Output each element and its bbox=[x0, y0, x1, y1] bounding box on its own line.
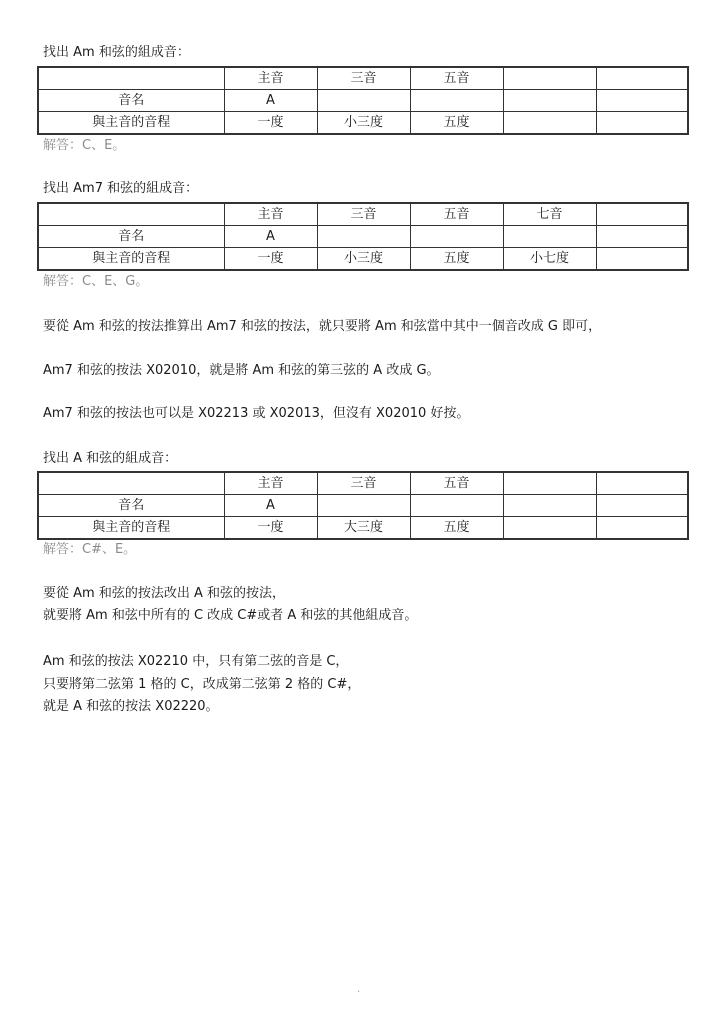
paragraph-line: Am7 和弦的按法 X02010，就是將 Am 和弦的第三弦的 A 改成 G。 bbox=[43, 363, 440, 378]
table-cell: 五音 bbox=[410, 472, 503, 495]
paragraph-line: 就要將 Am 和弦中所有的 C 改成 C#或者 A 和弦的其他組成音。 bbox=[43, 608, 418, 623]
table-cell bbox=[596, 517, 688, 540]
table-cell: 音名 bbox=[38, 495, 224, 517]
table-cell: A bbox=[224, 495, 317, 517]
table-cell: 主音 bbox=[224, 203, 317, 226]
table-cell bbox=[503, 90, 596, 112]
section1-table bbox=[37, 66, 689, 135]
table-cell bbox=[596, 67, 688, 90]
paragraph-line: Am 和弦的按法 X02210 中，只有第二弦的音是 C， bbox=[43, 654, 349, 669]
table-cell: A bbox=[224, 226, 317, 248]
table-cell: 小三度 bbox=[317, 112, 410, 135]
table-cell: 大三度 bbox=[317, 517, 410, 540]
table-cell bbox=[503, 112, 596, 135]
table-cell: 五度 bbox=[410, 112, 503, 135]
table-row bbox=[38, 495, 688, 517]
table-cell bbox=[38, 67, 224, 90]
table-cell: 三音 bbox=[317, 203, 410, 226]
paragraph-line: 只要將第二弦第 1 格的 C，改成第二弦第 2 格的 C#， bbox=[43, 677, 361, 692]
table-row bbox=[38, 90, 688, 112]
table-cell: 三音 bbox=[317, 472, 410, 495]
section2-table bbox=[37, 202, 689, 271]
table-cell bbox=[596, 495, 688, 517]
table-cell: 主音 bbox=[224, 67, 317, 90]
table-cell bbox=[38, 472, 224, 495]
footer-mark: . bbox=[357, 984, 361, 995]
table-cell bbox=[596, 90, 688, 112]
table-cell: 與主音的音程 bbox=[38, 517, 224, 540]
table-cell: 主音 bbox=[224, 472, 317, 495]
table-header-row bbox=[38, 472, 688, 495]
table-cell bbox=[317, 90, 410, 112]
table-cell bbox=[503, 517, 596, 540]
table-cell: 一度 bbox=[224, 112, 317, 135]
table-cell: 七音 bbox=[503, 203, 596, 226]
table-header-row bbox=[38, 67, 688, 90]
section3-answer: 解答：C#、E。 bbox=[43, 542, 137, 557]
table-cell bbox=[317, 495, 410, 517]
table-row bbox=[38, 517, 688, 540]
table-cell: 一度 bbox=[224, 517, 317, 540]
table-cell bbox=[38, 203, 224, 226]
paragraph-line: 要從 Am 和弦的按法改出 A 和弦的按法， bbox=[43, 586, 285, 601]
table-cell: 一度 bbox=[224, 248, 317, 271]
table-cell bbox=[410, 226, 503, 248]
table-cell bbox=[596, 248, 688, 271]
table-cell: 三音 bbox=[317, 67, 410, 90]
section1-answer: 解答：C、E。 bbox=[43, 138, 126, 153]
paragraph-line: Am7 和弦的按法也可以是 X02213 或 X02013，但沒有 X02010 好按。 bbox=[43, 406, 470, 421]
table-cell: A bbox=[224, 90, 317, 112]
table-cell bbox=[596, 226, 688, 248]
paragraph-line: 就是 A 和弦的按法 X02220。 bbox=[43, 699, 219, 714]
table-cell bbox=[503, 67, 596, 90]
table-cell bbox=[503, 495, 596, 517]
table-cell bbox=[410, 495, 503, 517]
table-row bbox=[38, 248, 688, 271]
table-cell: 音名 bbox=[38, 90, 224, 112]
table-cell bbox=[596, 203, 688, 226]
table-cell: 五音 bbox=[410, 203, 503, 226]
table-header-row bbox=[38, 203, 688, 226]
table-cell bbox=[317, 226, 410, 248]
section2-answer: 解答：C、E、G。 bbox=[43, 274, 149, 289]
section3-heading: 找出 A 和弦的組成音： bbox=[43, 451, 178, 466]
section3-table bbox=[37, 471, 689, 540]
section1-heading: 找出 Am 和弦的組成音： bbox=[43, 45, 190, 60]
table-cell: 與主音的音程 bbox=[38, 112, 224, 135]
table-row bbox=[38, 112, 688, 135]
table-row bbox=[38, 226, 688, 248]
section2-heading: 找出 Am7 和弦的組成音： bbox=[43, 181, 199, 196]
table-cell bbox=[503, 226, 596, 248]
table-cell: 五度 bbox=[410, 248, 503, 271]
table-cell: 小七度 bbox=[503, 248, 596, 271]
table-cell bbox=[596, 472, 688, 495]
table-cell bbox=[503, 472, 596, 495]
table-cell bbox=[596, 112, 688, 135]
table-cell: 五音 bbox=[410, 67, 503, 90]
table-cell: 與主音的音程 bbox=[38, 248, 224, 271]
paragraph-line: 要從 Am 和弦的按法推算出 Am7 和弦的按法，就只要將 Am 和弦當中其中一個音改成 G 即可， bbox=[43, 319, 602, 334]
table-cell: 五度 bbox=[410, 517, 503, 540]
table-cell: 小三度 bbox=[317, 248, 410, 271]
table-cell bbox=[410, 90, 503, 112]
table-cell: 音名 bbox=[38, 226, 224, 248]
